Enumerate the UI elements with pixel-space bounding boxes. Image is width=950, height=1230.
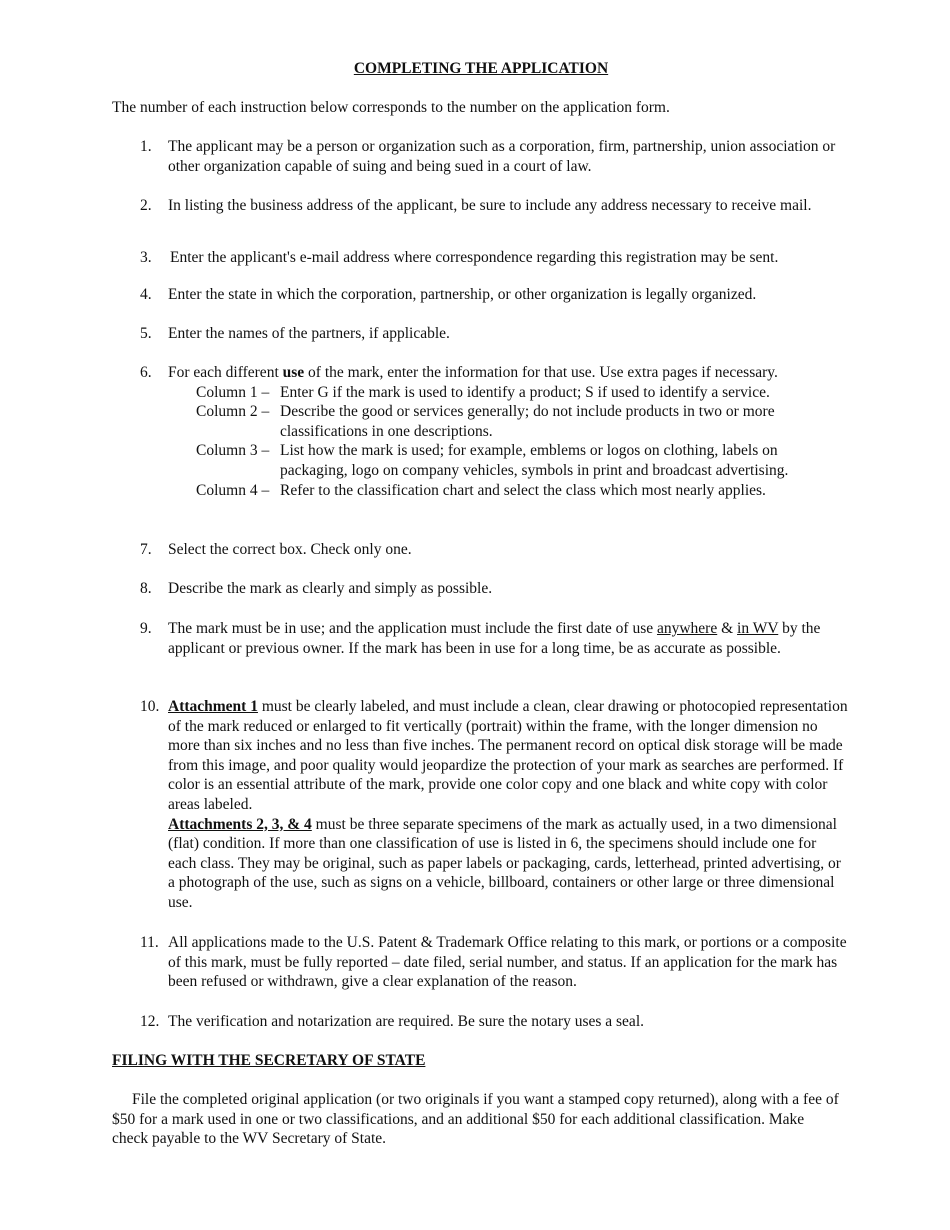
column-instruction	[196, 441, 860, 480]
column-instruction	[196, 383, 860, 403]
intro-text: The number of each instruction below corresponds to the number on the application form.	[112, 99, 670, 116]
item-number: 11.	[140, 934, 159, 951]
column-text: Describe the good or services generally; do not include products in two or more classifications in one descriptions.	[280, 403, 775, 440]
column-text: Refer to the classification chart and select the class which most nearly applies.	[280, 481, 766, 499]
page-title: COMPLETING THE APPLICATION	[353, 60, 609, 77]
column-text: Enter G if the mark is used to identify a product; S if used to identify a service.	[280, 383, 770, 401]
item-number: 3.	[140, 249, 152, 266]
item-text: Enter the names of the partners, if applicable.	[168, 325, 450, 342]
instruction-item	[140, 324, 855, 344]
filing-text: File the completed original application (or two originals if you want a stamped copy returned), along with a fee of $50 for a mark used in one or two classifications, and an additional $50 for each additional classification. Make check payable to the WV Secretary of State.	[112, 1091, 839, 1148]
instruction-item	[140, 248, 860, 268]
attachments-2-3-4-label: Attachments 2, 3, & 4	[168, 815, 312, 833]
anywhere-emphasis: anywhere	[656, 620, 718, 637]
column-label: Column 2 –	[196, 403, 270, 421]
item-text: The verification and notarization are required. Be sure the notary uses a seal.	[168, 1013, 644, 1030]
item-number: 6.	[140, 364, 152, 381]
instruction-item	[140, 1012, 855, 1032]
column-instruction	[196, 402, 860, 441]
item-text: Describe the mark as clearly and simply as possible.	[168, 580, 493, 597]
item-number: 9.	[140, 620, 152, 637]
in-wv-emphasis: in WV	[737, 620, 779, 637]
item-text: The mark must be in use; and the application must include the first date of use anywhere & in WV by the applicant or previous owner. If the mark has been in use for a long time, be as accurate as possible.	[168, 620, 821, 657]
column-label: Column 3 –	[196, 442, 270, 460]
item-text: Select the correct box. Check only one.	[168, 541, 412, 558]
item-number: 7.	[140, 541, 152, 558]
column-text: List how the mark is used; for example, emblems or logos on clothing, labels on packaging, logo on company vehicles, symbols in print and broadcast advertising.	[280, 442, 789, 479]
item-number: 1.	[140, 138, 152, 155]
instruction-item	[140, 579, 855, 599]
column-label: Column 1 –	[196, 383, 270, 401]
instruction-item	[140, 285, 855, 305]
filing-heading: FILING WITH THE SECRETARY OF STATE	[112, 1052, 426, 1069]
attachment-1-label: Attachment 1	[168, 698, 258, 715]
item-number: 8.	[140, 580, 152, 597]
instruction-item	[140, 137, 855, 176]
item-text: All applications made to the U.S. Patent & Trademark Office relating to this mark, or portions or a composite of this mark, must be fully reported – date filed, serial number, and status. If an application for the mark has been refused or withdrawn, give a clear explanation of the reason.	[168, 934, 847, 991]
instruction-item	[140, 619, 855, 658]
item-number: 5.	[140, 325, 152, 342]
item-number: 4.	[140, 286, 152, 303]
item-number: 10.	[140, 698, 160, 715]
item-text: For each different use of the mark, enter the information for that use. Use extra pages if necessary.	[168, 364, 778, 381]
item-text: In listing the business address of the applicant, be sure to include any address necessary to receive mail.	[168, 197, 812, 214]
item-text: The applicant may be a person or organization such as a corporation, firm, partnership, union association or other organization capable of suing and being sued in a court of law.	[168, 138, 836, 175]
item-text: Attachments 2, 3, & 4 must be three separate specimens of the mark as actually used, in a two dimensional (flat) condition. If more than one classification of use is listed in 6, the specimens should include one for each class. They may be original, such as paper labels or packaging, cards, letterhead, printed advertising, or a photograph of the use, such as signs on a vehicle, billboard, containers or other large or three dimensional use.	[168, 815, 841, 911]
instruction-item	[140, 933, 865, 992]
instruction-item	[140, 540, 855, 560]
use-emphasis: use	[282, 364, 305, 381]
item-text: Attachment 1 must be clearly labeled, and must include a clean, clear drawing or photocopied representation of the mark reduced or enlarged to fit vertically (portrait) within the frame, with the longer dimension no more than six inches and no less than five inches. The permanent record on optical disk storage will be made from this image, and poor quality would jeopardize the protection of your mark as searches are performed. If color is an essential attribute of the mark, provide one color copy and one black and white copy with color areas labeled.	[168, 698, 848, 813]
item-number: 12.	[140, 1013, 160, 1030]
item-number: 2.	[140, 197, 152, 214]
item-text: Enter the state in which the corporation, partnership, or other organization is legally organized.	[168, 286, 757, 303]
column-instruction	[196, 481, 860, 501]
instruction-item	[140, 697, 865, 913]
instruction-item	[140, 196, 855, 216]
column-label: Column 4 –	[196, 481, 270, 499]
item-text: Enter the applicant's e-mail address where correspondence regarding this registration may be sent.	[170, 249, 779, 266]
instruction-item	[140, 363, 860, 500]
